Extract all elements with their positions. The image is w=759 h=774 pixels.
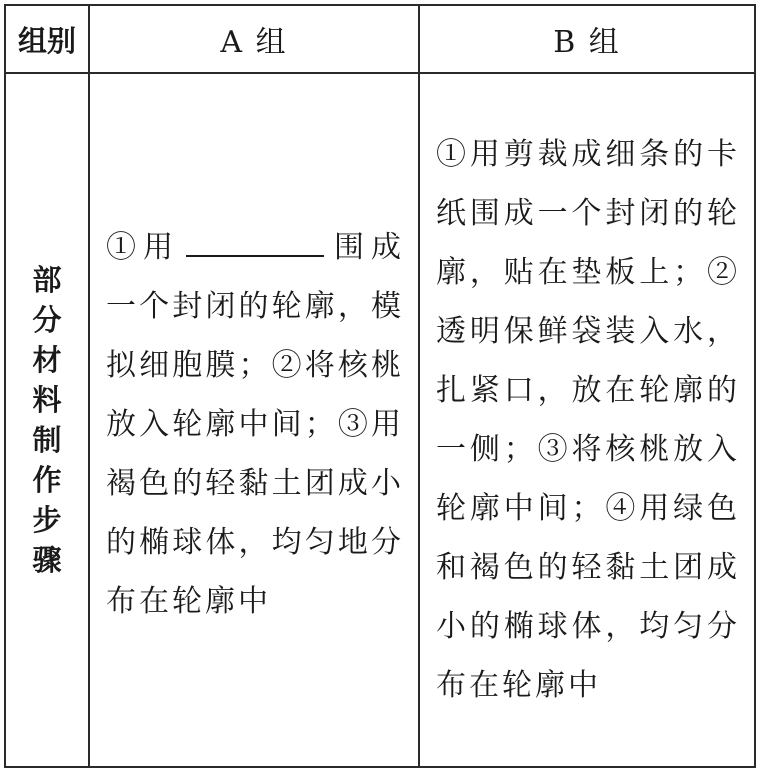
answer-blank bbox=[186, 225, 324, 257]
header-group-b: B 组 bbox=[419, 5, 755, 73]
group-a-text-after-blank: 围成一个封闭的轮廓，模拟细胞膜；②将核桃放入轮廓中间；③用褐色的轻黏土团成小的椭球体，均匀地分布在轮廓中 bbox=[106, 229, 404, 619]
row-label-cell bbox=[5, 73, 89, 767]
table-header-row bbox=[5, 5, 755, 73]
header-group-label: 组别 bbox=[5, 5, 89, 73]
group-a-text-before-blank: ①用 bbox=[106, 229, 180, 265]
row-label-text: 部分材料制作步骤 bbox=[32, 263, 62, 577]
table-body-row bbox=[5, 73, 755, 767]
group-b-steps-cell bbox=[419, 73, 755, 767]
comparison-table bbox=[4, 4, 756, 768]
group-a-steps-cell bbox=[89, 73, 419, 767]
header-group-a: A 组 bbox=[89, 5, 419, 73]
group-b-text: ①用剪裁成细条的卡纸围成一个封闭的轮廓，贴在垫板上；②透明保鲜袋装入水，扎紧口，放在轮廓的一侧；③将核桃放入轮廓中间；④用绿色和褐色的轻黏土团成小的椭球体，均匀分布在轮廓中 bbox=[436, 137, 740, 703]
